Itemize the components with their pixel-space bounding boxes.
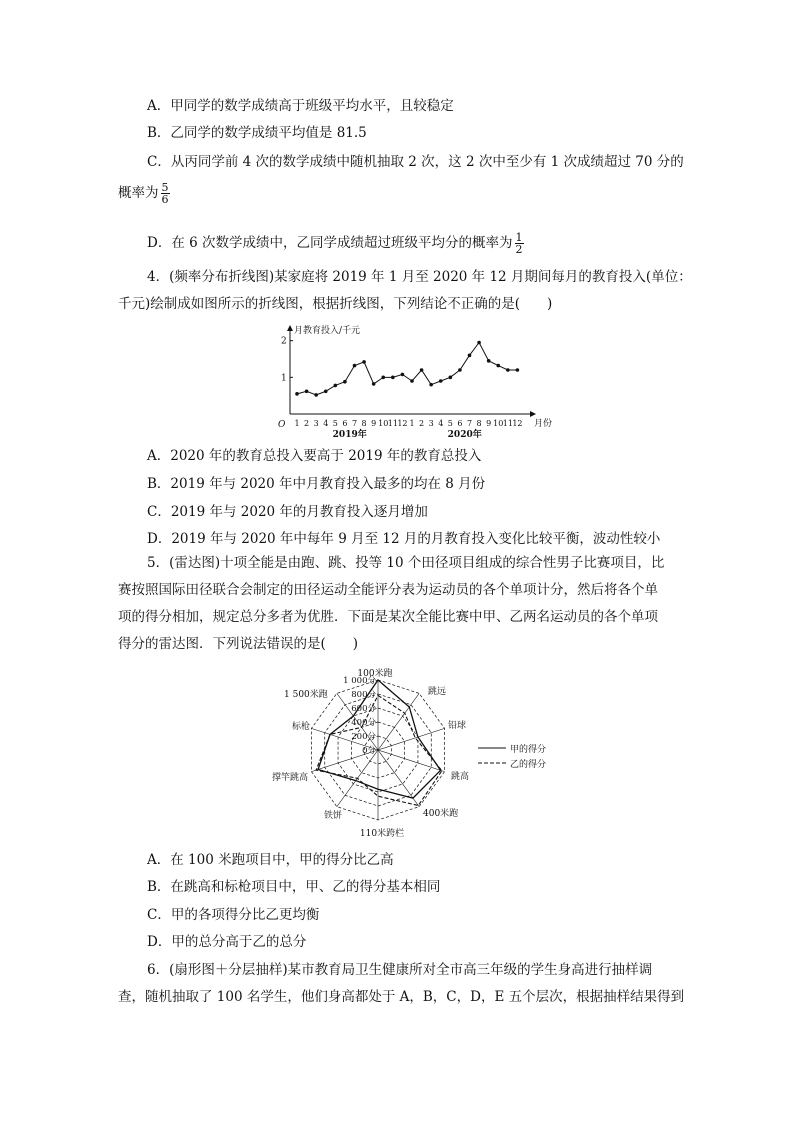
q5-stem-line3: 项的得分相加，规定总分多者为优胜．下面是某次全能比赛中甲、乙两名运动员的各个单项	[118, 609, 658, 625]
x-tick-label: 5	[447, 419, 453, 428]
x-tick-label: 8	[476, 419, 482, 428]
data-point	[324, 389, 328, 393]
x-tick-label: 2	[304, 419, 310, 428]
axis-label: 100米跑	[357, 669, 393, 679]
axis-label: 标枪	[292, 722, 311, 732]
q3-option-c-cont-text: 概率为	[118, 185, 159, 201]
x-tick-label: 6	[342, 419, 348, 428]
y-axis-arrow	[287, 325, 293, 331]
x-tick-label: 12	[512, 419, 523, 428]
data-point	[516, 368, 520, 372]
ring-label: 1 000分	[343, 676, 376, 686]
q4-option-b: B．2019 年与 2020 年中月教育投入最多的均在 8 月份	[147, 476, 486, 492]
fraction-numerator: 5	[161, 181, 169, 194]
data-point	[506, 368, 510, 372]
data-point	[305, 389, 309, 393]
data-point	[295, 392, 299, 396]
q4-stem-line1: 4．(频率分布折线图)某家庭将 2019 年 1 月至 2020 年 12 月期间每月的教育投入(单位：	[147, 269, 692, 285]
x-tick-label: 4	[323, 419, 329, 428]
q3-option-a: A．甲同学的数学成绩高于班级平均水平，且较稳定	[147, 98, 454, 114]
fraction-denominator: 6	[161, 193, 169, 206]
data-point	[410, 379, 414, 383]
q5-option-b: B．在跳高和标枪项目中，甲、乙的得分基本相同	[147, 879, 441, 895]
series-line	[297, 343, 517, 395]
axis-label: 跳高	[451, 772, 470, 782]
q3-option-d	[147, 232, 524, 255]
series-jia	[318, 680, 440, 798]
q3-option-c: C．从丙同学前 4 次的数学成绩中随机抽取 2 次，这 2 次中至少有 1 次成绩超过 70 分的	[147, 154, 684, 170]
x-tick-label: 9	[371, 419, 377, 428]
data-point	[429, 383, 433, 387]
q5-option-a: A．在 100 米跑项目中，甲的得分比乙高	[147, 852, 394, 868]
x-tick-label: 2	[419, 419, 425, 428]
x-tick-label: 4	[438, 419, 444, 428]
y-axis-label: 月教育投入/千元	[294, 326, 361, 336]
x-tick-label: 10	[378, 419, 389, 428]
x-tick-label: 8	[361, 419, 367, 428]
x-tick-label: 6	[457, 419, 463, 428]
data-point	[458, 368, 462, 372]
q4-option-c: C．2019 年与 2020 年的月教育投入逐月增加	[147, 504, 428, 520]
axis-label: 400米跑	[423, 809, 459, 819]
data-point	[496, 364, 500, 368]
data-point	[314, 393, 318, 397]
axis-label: 1 500米跑	[284, 690, 328, 700]
y-tick-label: 2	[281, 336, 287, 347]
q4-stem-line2: 千元)绘制成如图所示的折线图，根据折线图，下列结论不正确的是( )	[118, 296, 553, 312]
q4-option-a: A．2020 年的教育总投入要高于 2019 年的教育总投入	[147, 448, 482, 464]
axis-label: 铅球	[448, 721, 467, 731]
data-point	[381, 376, 385, 380]
x-tick-label: 9	[486, 419, 492, 428]
q5-stem-line1: 5．(雷达图)十项全能是由跑、跳、投等 10 个田径项目组成的综合性男子比赛项目，比	[147, 555, 665, 571]
x-axis-arrow	[530, 411, 536, 417]
x-tick-label: 3	[428, 419, 434, 428]
axis-label: 跳远	[428, 687, 447, 697]
x-tick-label: 7	[466, 419, 473, 428]
ring-label: 800分	[351, 690, 376, 700]
fraction-numerator: 1	[515, 231, 523, 244]
q5-option-c: C．甲的各项得分比乙更均衡	[147, 907, 320, 923]
x-tick-label: 12	[397, 419, 408, 428]
data-point	[353, 364, 357, 368]
x-tick-label: 3	[313, 419, 319, 428]
data-point	[334, 384, 338, 388]
year-label-2019: 2019年	[332, 430, 367, 440]
fraction-denominator: 2	[515, 243, 523, 256]
line-chart	[272, 318, 554, 440]
data-point	[362, 360, 366, 364]
q5-stem-line4: 得分的雷达图．下列说法错误的是( )	[118, 636, 359, 652]
fraction-one-half	[515, 232, 524, 255]
x-tick-label: 11	[387, 419, 398, 428]
data-point	[391, 376, 395, 380]
ring-label: 400分	[351, 718, 376, 728]
y-tick-label: 1	[281, 373, 287, 384]
data-point	[477, 341, 481, 345]
data-point	[487, 359, 491, 363]
radar-spoke	[378, 728, 445, 750]
data-point	[449, 376, 453, 380]
radar-chart	[262, 664, 562, 842]
x-tick-label: 7	[351, 419, 358, 428]
legend-label: 甲的得分	[510, 745, 547, 755]
data-point	[420, 368, 424, 372]
data-point	[401, 373, 405, 377]
q6-stem-line2: 查，随机抽取了 100 名学生，他们身高都处于 A，B，C，D，E 五个层次，根据抽样结果得到	[118, 989, 685, 1005]
x-axis-label: 月份	[534, 419, 553, 429]
x-tick-label: 10	[493, 419, 504, 428]
q4-option-d: D．2019 年与 2020 年中每年 9 月至 12 月的月教育投入变化比较平衡，波动性较小	[147, 531, 661, 547]
axis-label: 110米跨栏	[359, 829, 405, 839]
x-tick-label: 11	[502, 419, 513, 428]
x-tick-label: 1	[409, 419, 415, 428]
data-point	[343, 380, 347, 384]
ring-label: 200分	[351, 732, 376, 742]
ring-label: 0分	[362, 746, 376, 756]
axis-label: 撑竿跳高	[272, 773, 309, 783]
x-tick-label: 5	[332, 419, 338, 428]
data-point	[439, 379, 443, 383]
axis-label: 铁饼	[324, 811, 343, 821]
origin-label: O	[278, 420, 286, 430]
x-tick-label: 1	[294, 419, 300, 428]
fraction-five-sixths	[161, 182, 170, 205]
ring-label: 600分	[351, 704, 376, 714]
year-label-2020: 2020年	[447, 430, 482, 440]
q5-stem-line2: 赛按照国际田径联合会制定的田径运动全能评分表为运动员的各个单项计分，然后将各个单	[118, 582, 658, 598]
data-point	[468, 354, 472, 358]
q3-option-b: B．乙同学的数学成绩平均值是 81.5	[147, 125, 367, 141]
legend-label: 乙的得分	[510, 760, 547, 770]
data-point	[372, 382, 376, 386]
q3-option-d-text: D．在 6 次数学成绩中，乙同学成绩超过班级平均分的概率为	[147, 235, 513, 251]
q3-option-c-continuation	[118, 182, 170, 205]
q6-stem-line1: 6．(扇形图＋分层抽样)某市教育局卫生健康所对全市高三年级的学生身高进行抽样调	[147, 962, 653, 978]
q5-option-d: D．甲的总分高于乙的总分	[147, 934, 307, 950]
